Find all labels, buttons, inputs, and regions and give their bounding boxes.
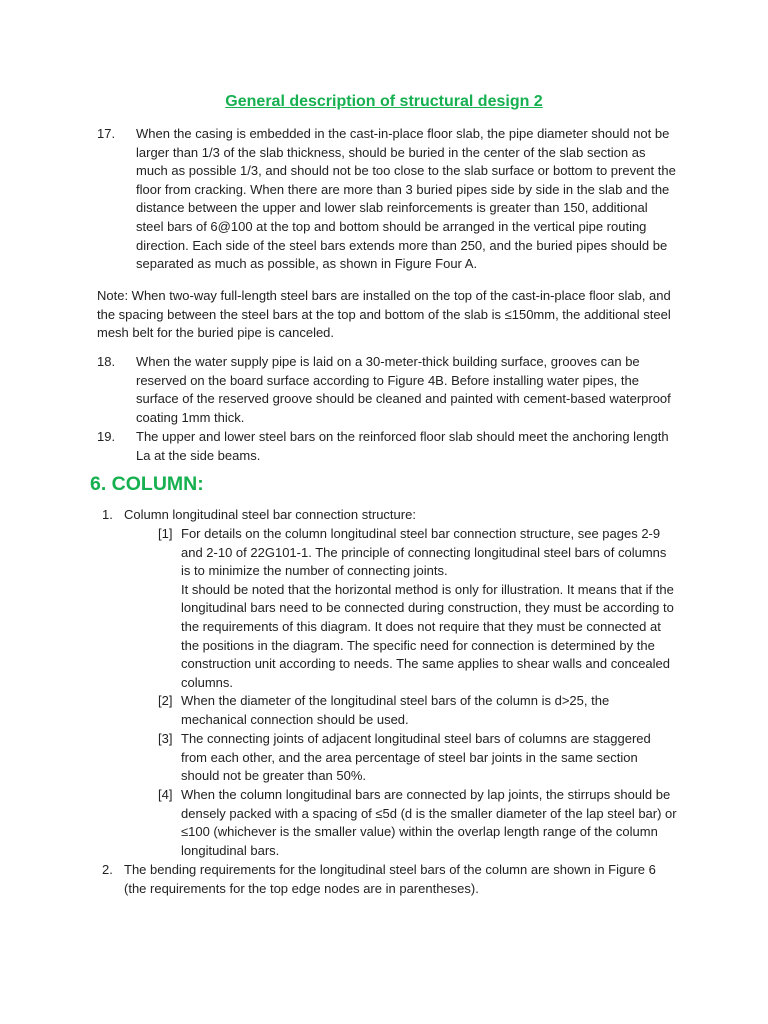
- sub-number: [1]: [158, 526, 173, 541]
- list-item-1: [102, 506, 677, 525]
- note-paragraph: Note: When two-way full-length steel bars are installed on the top of the cast-in-place floor slab, and the spacing between the steel bars at the top and bottom of the slab is ≤150mm, the additional steel mesh belt for the buried pipe is canceled.: [97, 288, 671, 341]
- item-text: When the casing is embedded in the cast-in-place floor slab, the pipe diameter should not be larger than 1/3 of the slab thickness, should be buried in the center of the slab section as much as possible 1/3, and should not be too close to the slab surface or bottom to prevent the floor from cracking. When there are more than 3 buried pipes side by side in the slab and the distance between the upper and lower slab reinforcements is greater than 150, additional steel bars of 6@100 at the top and bottom should be arranged in the vertical pipe routing direction. Each side of the steel bars extends more than 250, and the buried pipes should be separated as much as possible, as shown in Figure Four A.: [136, 126, 676, 272]
- list-number: 1.: [102, 507, 113, 522]
- numbered-item-18: [97, 353, 677, 427]
- item-number: 18.: [97, 354, 116, 369]
- list-text: The bending requirements for the longitudinal steel bars of the column are shown in Figure 6 (the requirements for the top edge nodes are in parentheses).: [124, 862, 656, 896]
- sub-number: [2]: [158, 693, 173, 708]
- list-number: 2.: [102, 862, 113, 877]
- sub-continuation: It should be noted that the horizontal method is only for illustration. It means that if the longitudinal bars need to be connected during construction, they must be according to the requirements of this diagram. It does not require that they must be connected at the positions in the diagram. The specific need for connection is determined by the construction unit according to needs. The same applies to shear walls and concealed columns.: [181, 581, 674, 690]
- numbered-item-17: [97, 125, 677, 274]
- list-text: Column longitudinal steel bar connection structure:: [124, 507, 416, 522]
- sub-item-1: [158, 525, 678, 692]
- page-title: General description of structural design 2: [225, 93, 543, 110]
- item-number: 17.: [97, 126, 116, 141]
- sub-item-2: [158, 692, 678, 729]
- sub-item-3: [158, 730, 678, 786]
- sub-text: When the column longitudinal bars are connected by lap joints, the stirrups should be densely packed with a spacing of ≤5d (d is the smaller diameter of the lap steel bar) or ≤100 (whichever is the smaller value) within the overlap length range of the column longitudinal bars.: [181, 787, 677, 858]
- sub-text: When the diameter of the longitudinal steel bars of the column is d>25, the mechanical connection should be used.: [181, 693, 610, 727]
- sub-text: The connecting joints of adjacent longitudinal steel bars of columns are staggered from each other, and the area percentage of steel bar joints in the same section should not be greater than 50%.: [181, 731, 651, 784]
- sub-number: [3]: [158, 731, 173, 746]
- list-item-2: [102, 861, 677, 898]
- item-text: When the water supply pipe is laid on a 30-meter-thick building surface, grooves can be reserved on the board surface according to Figure 4B. Before installing water pipes, the surface of the reserved groove should be cleaned and painted with cement-based waterproof coating 1mm thick.: [136, 354, 671, 425]
- item-number: 19.: [97, 429, 116, 444]
- sub-number: [4]: [158, 787, 173, 802]
- item-text: The upper and lower steel bars on the reinforced floor slab should meet the anchoring length La at the side beams.: [136, 429, 669, 463]
- section-heading: 6. COLUMN:: [90, 473, 204, 495]
- numbered-item-19: [97, 428, 677, 465]
- sub-item-4: [158, 786, 678, 860]
- sub-text: For details on the column longitudinal steel bar connection structure, see pages 2-9 and 2-10 of 22G101-1. The principle of connecting longitudinal steel bars of columns is to minimize the number of connecting joints.: [181, 526, 667, 579]
